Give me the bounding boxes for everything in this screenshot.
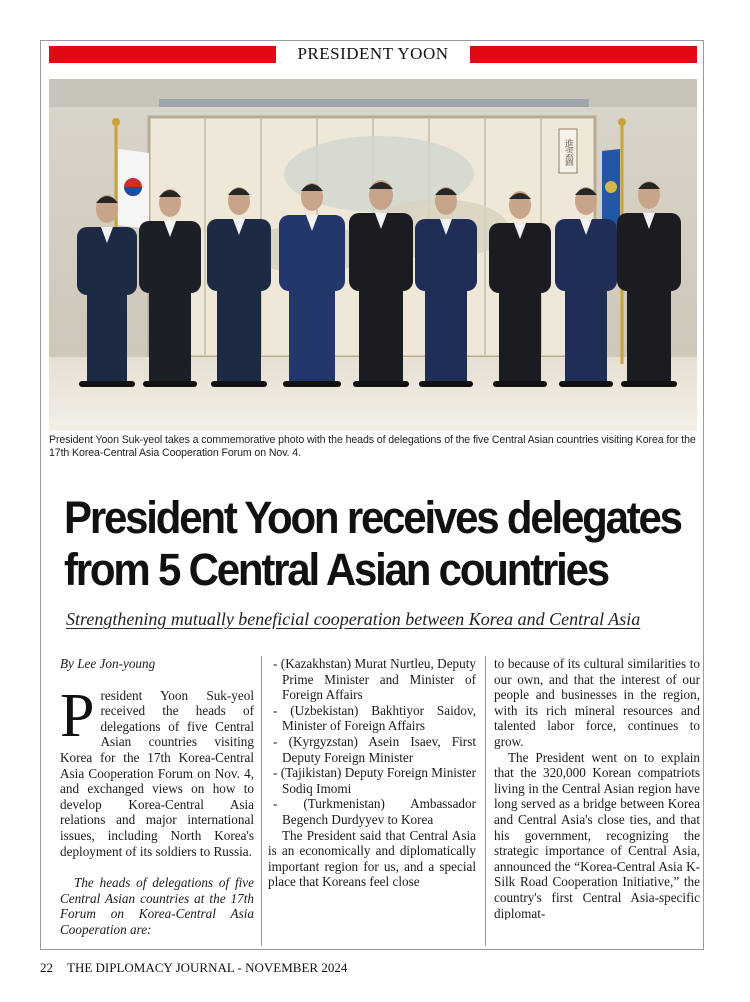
lead-paragraph <box>60 681 254 860</box>
body-paragraph-2: The President said that Central Asia is an economically and diplomatically important region for us, and a special place that Koreans feel close <box>268 827 476 890</box>
photo-caption: President Yoon Suk-yeol takes a commemorative photo with the heads of delegations of the five Central Asian countries visiting Korea for the 17th Korea-Central Asia Cooperation Forum on Nov. 4. <box>49 434 696 459</box>
list-item: - (Kazakhstan) Murat Nurtleu, Deputy Prime Minister and Minister of Foreign Affairs <box>273 656 476 703</box>
column-rule-1 <box>261 656 262 946</box>
page-footer <box>40 960 720 976</box>
column-1 <box>60 656 254 938</box>
lead-text: resident Yoon Suk-yeol received the heads of delegations of five Central Asian countries visiting Korea for the 17th Korea-Central Asia Cooperation Forum on Nov. 4, and exchanged views on how to develop Korea-Central Asia relations and major international issues, including North Korea's deployment of its soldiers to Russia. <box>60 687 254 859</box>
article-subhead: Strengthening mutually beneficial cooperation between Korea and Central Asia <box>66 609 641 629</box>
body-paragraph-2-continued: to because of its cultural similarities to our own, and that the interest of our people and businesses in the region, with its rich mineral resources and talented labor force, continues to grow. <box>494 656 700 749</box>
drop-cap: P <box>60 681 95 750</box>
list-item: - (Kyrgyzstan) Asein Isaev, First Deputy Foreign Minister <box>273 733 476 765</box>
screen-title: 進雲圖 <box>563 139 573 166</box>
column-rule-2 <box>485 656 486 946</box>
photo-illustration <box>49 79 697 431</box>
list-item: - (Tajikistan) Deputy Foreign Minister Sodiq Imomi <box>273 765 476 796</box>
byline: By Lee Jon-young <box>60 656 156 671</box>
page-number: 22 <box>40 960 53 975</box>
section-bar-left <box>49 46 276 63</box>
journal-issue: THE DIPLOMACY JOURNAL - NOVEMBER 2024 <box>67 960 348 975</box>
list-item: - (Uzbekistan) Bakhtiyor Saidov, Minister of Foreign Affairs <box>273 702 476 734</box>
section-bar-right <box>470 46 697 63</box>
column-3 <box>494 656 700 920</box>
article-headline: President Yoon receives delegates from 5 Central Asian countries <box>64 492 681 595</box>
section-header <box>49 46 697 63</box>
article-photo <box>49 79 697 431</box>
section-label: PRESIDENT YOON <box>297 44 449 63</box>
delegation-list-intro: The heads of delegations of five Central Asian countries at the 17th Forum on Korea-Central Asia Cooperation are: <box>60 875 254 937</box>
column-2 <box>268 656 476 890</box>
body-paragraph-3: The President went on to explain that the 320,000 Korean compatriots living in the Central Asian region have long served as a bridge between Korea and Central Asia's close ties, and that his government, recognizing the strategic importance of Central Asia, announced the “Korea-Central Asia K-Silk Road Cooperation Initiative,” the country's first Central Asia-specific diplomat- <box>494 749 700 920</box>
list-item: - (Turkmenistan) Ambassador Begench Durdyyev to Korea <box>273 796 476 827</box>
